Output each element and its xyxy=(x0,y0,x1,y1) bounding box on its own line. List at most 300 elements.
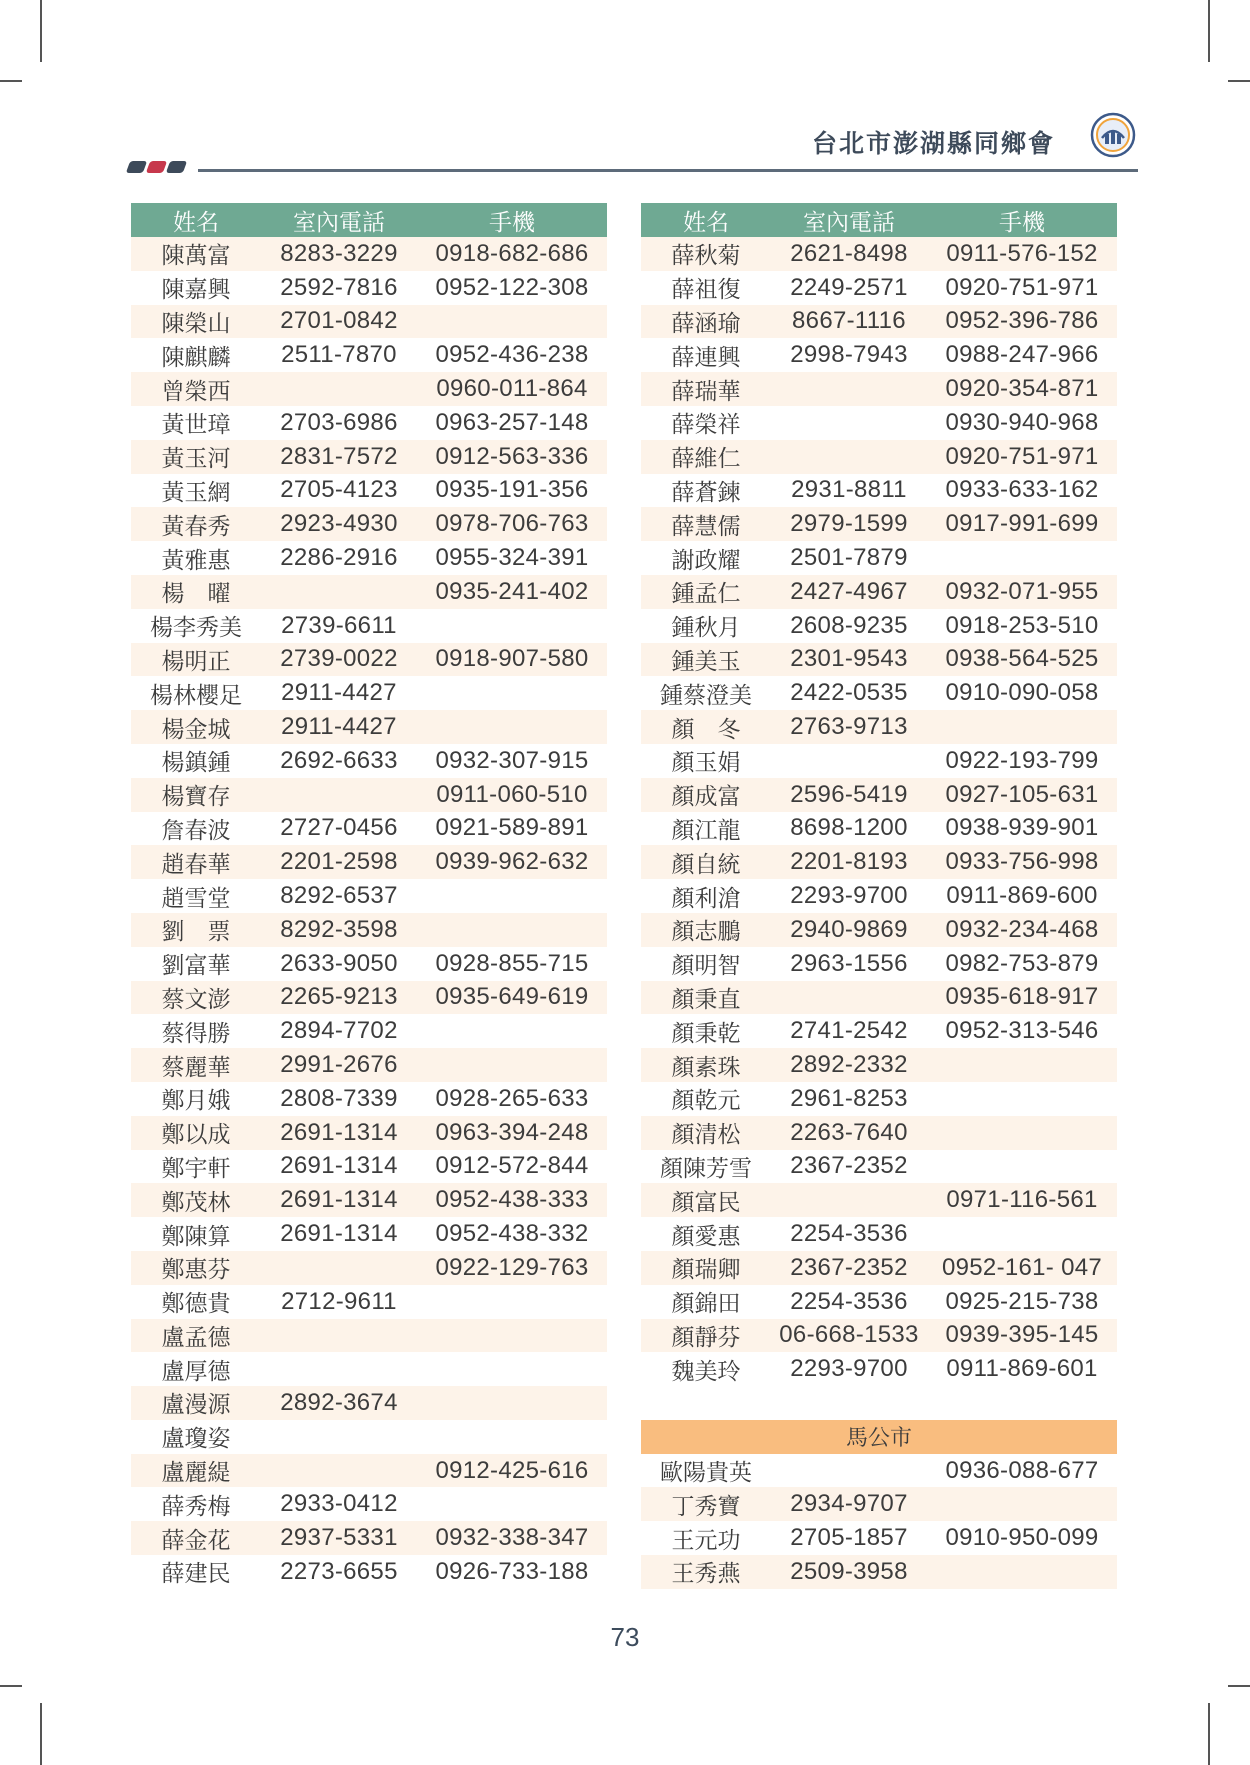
mobile-phone: 0936-088-677 xyxy=(927,1454,1117,1488)
landline-phone: 2934-9707 xyxy=(771,1487,927,1521)
mobile-phone: 0925-215-738 xyxy=(927,1285,1117,1319)
table-row xyxy=(131,1183,607,1217)
mobile-phone: 0935-191-356 xyxy=(417,474,607,508)
mobile-phone: 0922-129-763 xyxy=(417,1251,607,1285)
table-row xyxy=(641,913,1117,947)
mobile-phone: 0952-438-332 xyxy=(417,1217,607,1251)
mobile-phone: 0926-733-188 xyxy=(417,1555,607,1589)
landline-phone: 2596-5419 xyxy=(771,778,927,812)
mobile-phone: 0928-265-633 xyxy=(417,1082,607,1116)
landline-phone: 2293-9700 xyxy=(771,1352,927,1386)
contact-name: 盧厚德 xyxy=(131,1352,261,1386)
landline-phone xyxy=(261,1251,417,1285)
contact-name: 陳嘉興 xyxy=(131,271,261,305)
mobile-phone: 0920-751-971 xyxy=(927,440,1117,474)
mobile-phone: 0952-313-546 xyxy=(927,1014,1117,1048)
landline-phone xyxy=(261,1454,417,1488)
landline-phone xyxy=(771,1454,927,1488)
table-row xyxy=(641,1150,1117,1184)
directory-table-right xyxy=(641,203,1117,1589)
landline-phone: 2301-9543 xyxy=(771,643,927,677)
table-row xyxy=(641,1048,1117,1082)
contact-name: 蔡得勝 xyxy=(131,1014,261,1048)
table-row xyxy=(131,744,607,778)
mobile-phone: 0920-751-971 xyxy=(927,271,1117,305)
table-row xyxy=(641,778,1117,812)
mobile-phone xyxy=(927,541,1117,575)
landline-phone xyxy=(261,372,417,406)
section-header-row xyxy=(641,1420,1117,1454)
mobile-phone xyxy=(417,1014,607,1048)
landline-phone xyxy=(771,981,927,1015)
landline-phone: 2940-9869 xyxy=(771,913,927,947)
landline-phone: 2933-0412 xyxy=(261,1487,417,1521)
landline-phone: 2979-1599 xyxy=(771,507,927,541)
table-row xyxy=(641,947,1117,981)
contact-name: 鍾秋月 xyxy=(641,609,771,643)
mobile-phone xyxy=(417,913,607,947)
header-mark xyxy=(126,161,147,173)
mobile-phone xyxy=(417,1319,607,1353)
table-row xyxy=(131,1116,607,1150)
landline-phone: 2691-1314 xyxy=(261,1183,417,1217)
landline-phone: 2701-0842 xyxy=(261,305,417,339)
mobile-phone: 0938-564-525 xyxy=(927,643,1117,677)
contact-name: 王元功 xyxy=(641,1521,771,1555)
mobile-phone: 0952-161- 047 xyxy=(927,1251,1117,1285)
contact-name: 楊鎮鍾 xyxy=(131,744,261,778)
contact-name: 顏志鵬 xyxy=(641,913,771,947)
table-header-row xyxy=(131,203,607,237)
mobile-phone: 0933-756-998 xyxy=(927,845,1117,879)
contact-name: 顏成富 xyxy=(641,778,771,812)
landline-phone: 2763-9713 xyxy=(771,710,927,744)
mobile-phone xyxy=(417,1048,607,1082)
contact-name: 謝政耀 xyxy=(641,541,771,575)
landline-phone: 2894-7702 xyxy=(261,1014,417,1048)
table-row xyxy=(641,676,1117,710)
contact-name: 薛祖復 xyxy=(641,271,771,305)
table-row xyxy=(641,1217,1117,1251)
column-header-phone: 室內電話 xyxy=(771,203,927,237)
contact-name: 盧漫源 xyxy=(131,1386,261,1420)
landline-phone xyxy=(771,744,927,778)
mobile-phone xyxy=(927,1487,1117,1521)
table-row xyxy=(131,879,607,913)
mobile-phone xyxy=(417,676,607,710)
mobile-phone xyxy=(417,1420,607,1454)
table-row xyxy=(641,541,1117,575)
landline-phone: 2892-2332 xyxy=(771,1048,927,1082)
mobile-phone: 0988-247-966 xyxy=(927,338,1117,372)
table-row xyxy=(131,507,607,541)
mobile-phone: 0939-395-145 xyxy=(927,1319,1117,1353)
column-header-phone: 室內電話 xyxy=(261,203,417,237)
landline-phone: 2741-2542 xyxy=(771,1014,927,1048)
contact-name: 蔡麗華 xyxy=(131,1048,261,1082)
table-row xyxy=(641,744,1117,778)
table-row xyxy=(131,1521,607,1555)
landline-phone: 2911-4427 xyxy=(261,710,417,744)
table-row xyxy=(131,237,607,271)
table-row xyxy=(131,305,607,339)
table-row xyxy=(641,981,1117,1015)
landline-phone: 2998-7943 xyxy=(771,338,927,372)
mobile-phone xyxy=(417,879,607,913)
landline-phone: 2427-4967 xyxy=(771,575,927,609)
mobile-phone: 0928-855-715 xyxy=(417,947,607,981)
contact-name: 顏利滄 xyxy=(641,879,771,913)
table-row xyxy=(641,1251,1117,1285)
contact-name: 顏靜芬 xyxy=(641,1319,771,1353)
contact-name: 鍾美玉 xyxy=(641,643,771,677)
table-row xyxy=(131,1352,607,1386)
table-row xyxy=(131,1285,607,1319)
mobile-phone: 0952-396-786 xyxy=(927,305,1117,339)
contact-name: 歐陽貴英 xyxy=(641,1454,771,1488)
mobile-phone: 0911-060-510 xyxy=(417,778,607,812)
table-row xyxy=(641,237,1117,271)
landline-phone: 2273-6655 xyxy=(261,1555,417,1589)
mobile-phone xyxy=(927,1048,1117,1082)
contact-name: 顏玉娟 xyxy=(641,744,771,778)
contact-name: 鄭陳算 xyxy=(131,1217,261,1251)
table-row xyxy=(641,643,1117,677)
contact-name: 黃雅惠 xyxy=(131,541,261,575)
contact-name: 曾榮西 xyxy=(131,372,261,406)
contact-name: 盧孟德 xyxy=(131,1319,261,1353)
mobile-phone xyxy=(417,1352,607,1386)
table-row xyxy=(641,1319,1117,1353)
table-row xyxy=(131,676,607,710)
table-row xyxy=(131,1454,607,1488)
mobile-phone xyxy=(417,305,607,339)
landline-phone: 2692-6633 xyxy=(261,744,417,778)
contact-name: 陳榮山 xyxy=(131,305,261,339)
landline-phone: 2727-0456 xyxy=(261,812,417,846)
crop-mark xyxy=(0,80,22,82)
landline-phone: 2254-3536 xyxy=(771,1217,927,1251)
contact-name: 薛維仁 xyxy=(641,440,771,474)
contact-name: 鍾孟仁 xyxy=(641,575,771,609)
contact-name: 劉 票 xyxy=(131,913,261,947)
landline-phone: 8292-6537 xyxy=(261,879,417,913)
table-row xyxy=(641,879,1117,913)
table-row xyxy=(641,305,1117,339)
landline-phone: 2808-7339 xyxy=(261,1082,417,1116)
landline-phone: 2501-7879 xyxy=(771,541,927,575)
mobile-phone xyxy=(927,710,1117,744)
table-row xyxy=(131,812,607,846)
table-row xyxy=(131,1386,607,1420)
contact-name: 顏乾元 xyxy=(641,1082,771,1116)
contact-name: 楊林櫻足 xyxy=(131,676,261,710)
mobile-phone: 0918-682-686 xyxy=(417,237,607,271)
mobile-phone: 0917-991-699 xyxy=(927,507,1117,541)
contact-name: 黃玉河 xyxy=(131,440,261,474)
landline-phone: 2509-3958 xyxy=(771,1555,927,1589)
landline-phone: 2712-9611 xyxy=(261,1285,417,1319)
crop-mark xyxy=(0,1685,22,1687)
landline-phone: 2739-6611 xyxy=(261,609,417,643)
landline-phone xyxy=(261,1352,417,1386)
table-row xyxy=(641,1285,1117,1319)
table-row xyxy=(131,338,607,372)
table-row xyxy=(641,372,1117,406)
landline-phone xyxy=(771,406,927,440)
mobile-phone: 0939-962-632 xyxy=(417,845,607,879)
table-row xyxy=(131,1082,607,1116)
contact-name: 薛連興 xyxy=(641,338,771,372)
contact-name: 鄭宇軒 xyxy=(131,1150,261,1184)
table-row xyxy=(641,1116,1117,1150)
contact-name: 薛慧儒 xyxy=(641,507,771,541)
mobile-phone: 0952-436-238 xyxy=(417,338,607,372)
mobile-phone: 0912-572-844 xyxy=(417,1150,607,1184)
landline-phone: 2931-8811 xyxy=(771,474,927,508)
table-row xyxy=(131,271,607,305)
contact-name: 楊明正 xyxy=(131,643,261,677)
landline-phone: 2592-7816 xyxy=(261,271,417,305)
landline-phone: 2422-0535 xyxy=(771,676,927,710)
table-row xyxy=(641,1352,1117,1386)
contact-name: 薛秋菊 xyxy=(641,237,771,271)
contact-name: 顏愛惠 xyxy=(641,1217,771,1251)
landline-phone: 2961-8253 xyxy=(771,1082,927,1116)
table-row xyxy=(131,609,607,643)
landline-phone: 2963-1556 xyxy=(771,947,927,981)
table-row xyxy=(641,1014,1117,1048)
contact-name: 顏秉乾 xyxy=(641,1014,771,1048)
landline-phone: 2892-3674 xyxy=(261,1386,417,1420)
directory-table-left xyxy=(131,203,607,1589)
table-row xyxy=(131,474,607,508)
table-row xyxy=(641,474,1117,508)
mobile-phone: 0938-939-901 xyxy=(927,812,1117,846)
crop-mark xyxy=(1208,1703,1210,1765)
landline-phone xyxy=(261,1319,417,1353)
mobile-phone: 0921-589-891 xyxy=(417,812,607,846)
contact-name: 楊金城 xyxy=(131,710,261,744)
contact-name: 鄭月娥 xyxy=(131,1082,261,1116)
mobile-phone: 0982-753-879 xyxy=(927,947,1117,981)
contact-name: 鄭以成 xyxy=(131,1116,261,1150)
crop-mark xyxy=(1208,0,1210,62)
landline-phone: 2511-7870 xyxy=(261,338,417,372)
mobile-phone: 0978-706-763 xyxy=(417,507,607,541)
mobile-phone xyxy=(927,1150,1117,1184)
mobile-phone: 0922-193-799 xyxy=(927,744,1117,778)
table-row xyxy=(131,1319,607,1353)
mobile-phone: 0933-633-162 xyxy=(927,474,1117,508)
mobile-phone xyxy=(417,609,607,643)
mobile-phone: 0952-122-308 xyxy=(417,271,607,305)
table-row xyxy=(641,609,1117,643)
mobile-phone: 0930-940-968 xyxy=(927,406,1117,440)
table-row xyxy=(641,710,1117,744)
table-row xyxy=(131,440,607,474)
mobile-phone: 0932-338-347 xyxy=(417,1521,607,1555)
contact-name: 趙春華 xyxy=(131,845,261,879)
landline-phone: 2991-2676 xyxy=(261,1048,417,1082)
contact-name: 陳萬富 xyxy=(131,237,261,271)
table-row xyxy=(641,1487,1117,1521)
table-row xyxy=(641,406,1117,440)
mobile-phone xyxy=(417,1386,607,1420)
table-row xyxy=(641,338,1117,372)
contact-name: 顏自統 xyxy=(641,845,771,879)
mobile-phone xyxy=(927,1082,1117,1116)
table-row xyxy=(641,575,1117,609)
landline-phone: 2249-2571 xyxy=(771,271,927,305)
mobile-phone xyxy=(417,1487,607,1521)
contact-name: 楊寶存 xyxy=(131,778,261,812)
table-row xyxy=(131,710,607,744)
table-row xyxy=(641,845,1117,879)
contact-name: 顏瑞卿 xyxy=(641,1251,771,1285)
mobile-phone: 0971-116-561 xyxy=(927,1183,1117,1217)
contact-name: 鄭惠芬 xyxy=(131,1251,261,1285)
mobile-phone: 0932-307-915 xyxy=(417,744,607,778)
table-row xyxy=(641,1521,1117,1555)
landline-phone: 2691-1314 xyxy=(261,1150,417,1184)
contact-name: 顏富民 xyxy=(641,1183,771,1217)
header-rule xyxy=(198,169,1138,172)
mobile-phone: 0935-649-619 xyxy=(417,981,607,1015)
section-title: 馬公市 xyxy=(641,1420,1117,1454)
landline-phone: 2911-4427 xyxy=(261,676,417,710)
table-row xyxy=(641,507,1117,541)
association-emblem-icon xyxy=(1090,112,1136,158)
column-header-name: 姓名 xyxy=(641,203,771,237)
contact-name: 顏 冬 xyxy=(641,710,771,744)
landline-phone: 2265-9213 xyxy=(261,981,417,1015)
contact-name: 顏江龍 xyxy=(641,812,771,846)
landline-phone: 2608-9235 xyxy=(771,609,927,643)
page-number: 73 xyxy=(610,1622,640,1652)
contact-name: 薛榮祥 xyxy=(641,406,771,440)
landline-phone: 2367-2352 xyxy=(771,1150,927,1184)
landline-phone: 2293-9700 xyxy=(771,879,927,913)
mobile-phone: 0932-234-468 xyxy=(927,913,1117,947)
landline-phone: 8292-3598 xyxy=(261,913,417,947)
contact-name: 顏清松 xyxy=(641,1116,771,1150)
contact-name: 盧瓊姿 xyxy=(131,1420,261,1454)
table-row xyxy=(641,1082,1117,1116)
mobile-phone: 0918-907-580 xyxy=(417,643,607,677)
contact-name: 薛金花 xyxy=(131,1521,261,1555)
spacer-cell xyxy=(641,1386,1117,1420)
contact-name: 薛蒼鍊 xyxy=(641,474,771,508)
table-row xyxy=(131,1487,607,1521)
contact-name: 顏秉直 xyxy=(641,981,771,1015)
landline-phone: 2263-7640 xyxy=(771,1116,927,1150)
table-row xyxy=(131,845,607,879)
mobile-phone xyxy=(927,1217,1117,1251)
landline-phone: 2633-9050 xyxy=(261,947,417,981)
crop-mark xyxy=(40,1703,42,1765)
landline-phone: 2937-5331 xyxy=(261,1521,417,1555)
table-row xyxy=(641,812,1117,846)
landline-phone: 2367-2352 xyxy=(771,1251,927,1285)
landline-phone: 8283-3229 xyxy=(261,237,417,271)
landline-phone: 8698-1200 xyxy=(771,812,927,846)
landline-phone: 2831-7572 xyxy=(261,440,417,474)
landline-phone: 2739-0022 xyxy=(261,643,417,677)
mobile-phone: 0935-241-402 xyxy=(417,575,607,609)
landline-phone: 8667-1116 xyxy=(771,305,927,339)
contact-name: 鍾蔡澄美 xyxy=(641,676,771,710)
table-row xyxy=(131,913,607,947)
contact-name: 顏陳芳雪 xyxy=(641,1150,771,1184)
mobile-phone: 0920-354-871 xyxy=(927,372,1117,406)
mobile-phone: 0911-576-152 xyxy=(927,237,1117,271)
contact-name: 蔡文澎 xyxy=(131,981,261,1015)
table-row xyxy=(641,1555,1117,1589)
table-row xyxy=(131,1217,607,1251)
landline-phone xyxy=(771,440,927,474)
table-row xyxy=(131,981,607,1015)
contact-name: 薛建民 xyxy=(131,1555,261,1589)
header-mark xyxy=(166,161,187,173)
mobile-phone xyxy=(417,1285,607,1319)
table-row xyxy=(131,947,607,981)
mobile-phone: 0910-090-058 xyxy=(927,676,1117,710)
header-title: 台北市澎湖縣同鄉會 xyxy=(811,129,1055,158)
column-header-mobile: 手機 xyxy=(927,203,1117,237)
contact-name: 黃春秀 xyxy=(131,507,261,541)
contact-name: 薛涵瑜 xyxy=(641,305,771,339)
contact-name: 顏錦田 xyxy=(641,1285,771,1319)
contact-name: 鄭德貴 xyxy=(131,1285,261,1319)
contact-name: 顏素珠 xyxy=(641,1048,771,1082)
contact-name: 鄭茂林 xyxy=(131,1183,261,1217)
landline-phone: 2691-1314 xyxy=(261,1217,417,1251)
crop-mark xyxy=(40,0,42,62)
table-row xyxy=(641,1183,1117,1217)
contact-name: 丁秀寶 xyxy=(641,1487,771,1521)
table-row xyxy=(131,778,607,812)
landline-phone: 2703-6986 xyxy=(261,406,417,440)
mobile-phone: 0952-438-333 xyxy=(417,1183,607,1217)
table-row xyxy=(131,1251,607,1285)
mobile-phone: 0918-253-510 xyxy=(927,609,1117,643)
contact-name: 楊李秀美 xyxy=(131,609,261,643)
contact-name: 盧麗緹 xyxy=(131,1454,261,1488)
column-header-name: 姓名 xyxy=(131,203,261,237)
contact-name: 薛瑞華 xyxy=(641,372,771,406)
mobile-phone: 0927-105-631 xyxy=(927,778,1117,812)
landline-phone xyxy=(261,575,417,609)
table-row xyxy=(131,575,607,609)
contact-name: 陳麒麟 xyxy=(131,338,261,372)
table-row xyxy=(131,1420,607,1454)
mobile-phone: 0932-071-955 xyxy=(927,575,1117,609)
mobile-phone xyxy=(417,710,607,744)
mobile-phone: 0911-869-600 xyxy=(927,879,1117,913)
mobile-phone: 0911-869-601 xyxy=(927,1352,1117,1386)
section-spacer xyxy=(641,1386,1117,1420)
landline-phone: 2621-8498 xyxy=(771,237,927,271)
landline-phone: 2201-2598 xyxy=(261,845,417,879)
table-row xyxy=(641,271,1117,305)
mobile-phone: 0912-425-616 xyxy=(417,1454,607,1488)
mobile-phone: 0955-324-391 xyxy=(417,541,607,575)
table-row xyxy=(131,643,607,677)
landline-phone xyxy=(261,1420,417,1454)
contact-name: 黃玉網 xyxy=(131,474,261,508)
table-header-row xyxy=(641,203,1117,237)
